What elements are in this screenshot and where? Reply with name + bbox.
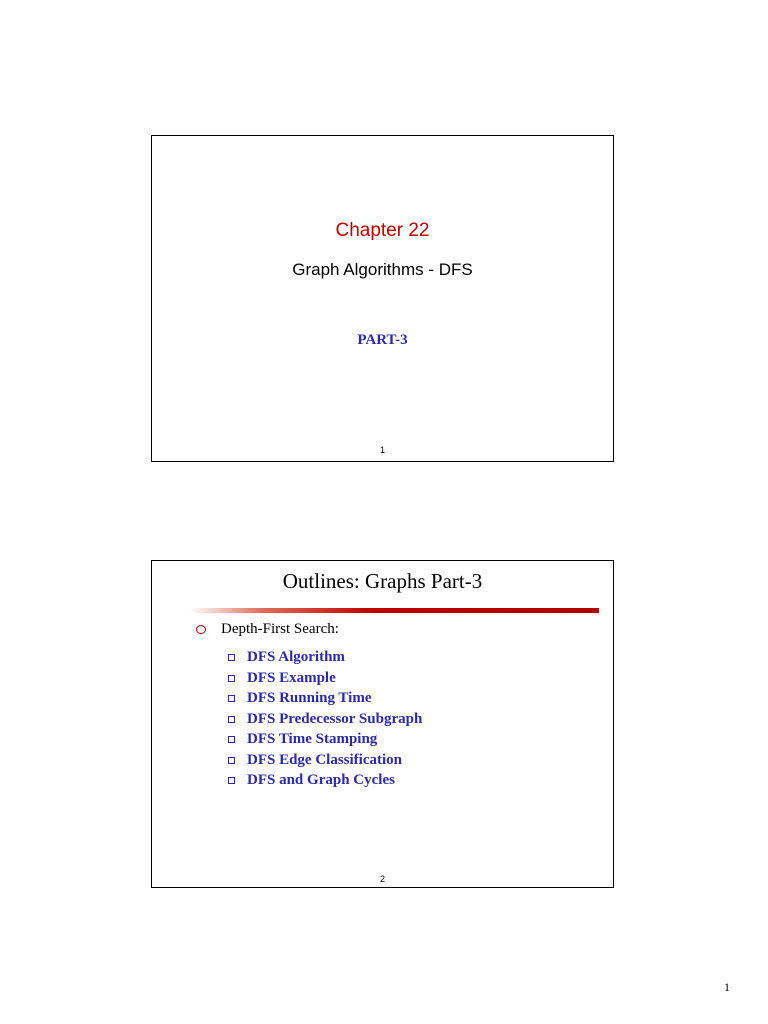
outline-item-text: DFS Algorithm	[247, 649, 345, 665]
box-bullet-icon	[228, 654, 235, 661]
outline-item-text: DFS and Graph Cycles	[247, 772, 395, 788]
page-number: 1	[724, 980, 730, 994]
box-bullet-icon	[228, 736, 235, 743]
outline-item-text: DFS Time Stamping	[247, 731, 378, 747]
slide-1-title: Chapter 22	[335, 220, 430, 241]
slide-2-title: Outlines: Graphs Part-3	[282, 569, 483, 593]
box-bullet-icon	[228, 716, 235, 723]
outline-item-text: DFS Edge Classification	[247, 751, 403, 768]
outline-item-text: DFS Predecessor Subgraph	[247, 710, 423, 727]
slide-1-number: 1	[379, 445, 385, 455]
title-divider	[190, 608, 599, 613]
box-bullet-icon	[228, 675, 235, 682]
box-bullet-icon	[228, 695, 235, 702]
slide-2-number: 2	[379, 874, 385, 884]
ring-bullet-icon	[196, 625, 206, 634]
box-bullet-icon	[228, 757, 235, 764]
slide-1-subtitle: Graph Algorithms - DFS	[292, 260, 473, 279]
slide-1-part-label: PART-3	[357, 332, 408, 348]
main-bullet-text: Depth-First Search:	[221, 621, 339, 637]
box-bullet-icon	[228, 777, 235, 784]
outline-item-text: DFS Example	[247, 669, 336, 686]
slide-1	[151, 135, 614, 462]
slide-2	[151, 560, 614, 888]
outline-item-text: DFS Running Time	[247, 690, 372, 706]
